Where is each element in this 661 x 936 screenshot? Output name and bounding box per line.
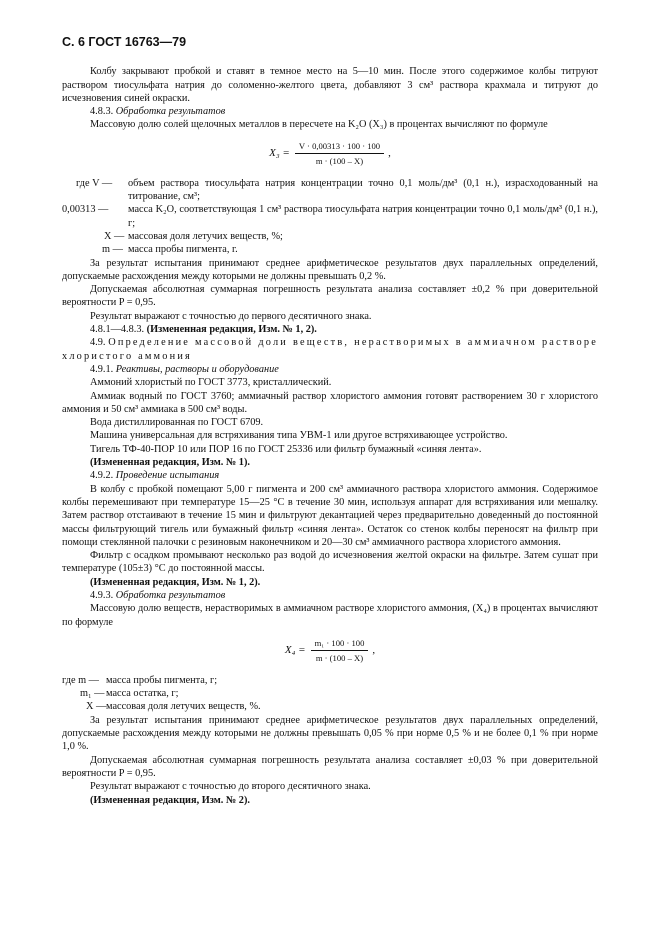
where-item [62,687,598,700]
where-list-1 [62,177,598,257]
section-number: 4.8.3. [90,106,114,118]
reagent-item: Вода дистиллированная по ГОСТ 6709. [90,417,264,429]
reagent-item: Тигель ТФ-40-ПОР 10 или ПОР 16 по ГОСТ 25336 или фильтр бумажный «синяя лента». [90,443,482,455]
section-number: 4.9.1. [90,363,114,375]
where-item [62,203,598,230]
where-item [62,243,598,256]
formula-lhs: X₃ = [269,147,290,160]
where-desc: масса K₂O, соответствующая 1 см³ раствора тиосульфата натрия концентрации точно 0,1 моль/дм³ (0,1 н.), г; [128,204,598,229]
section-title: Определение массовой доли веществ, нерастворимых в аммиачном растворе хлористого аммония [62,337,598,362]
section-4-9-heading [62,336,598,363]
where-term: где m — [62,674,99,686]
where-desc: масса пробы пигмента, г; [106,674,218,686]
paragraph-error: Допускаемая абсолютная суммарная погрешность результата анализа составляет ±0,2 % при доверительной вероятности P = 0,95. [62,284,598,309]
section-title: Проведение испытания [115,470,220,482]
formula-fraction [311,637,369,664]
where-desc: массовая доля летучих веществ, %; [128,230,283,242]
paragraph-average: За результат испытания принимают среднее арифметическое результатов двух параллельных определений, допускаемые расхождения между которыми не должны превышать 0,05 % при норме 0,5 % и не более 0,1 % при норме 1,0 %. [62,714,598,753]
page-header: С. 6 ГОСТ 16763—79 [62,35,187,49]
formula-denominator: m · (100 – X) [315,156,364,167]
where-desc: масса пробы пигмента, г. [128,244,238,256]
where-item [62,177,598,204]
section-4-9-3-heading [62,589,598,602]
where-term: m₁ — [80,688,105,700]
paragraph-titration: Колбу закрывают пробкой и ставят в темное место на 5—10 мин. После этого содержимое колбы титруют раствором тиосульфата натрия до соломенно-желтого цвета, добавляют 3 см³ раствора крахмала и титруют до исчезновения синей окраски. [62,66,598,104]
where-term: X — [86,701,107,713]
paragraph-average: За результат испытания принимают среднее арифметическое результатов двух параллельных определений, допускаемые расхождения между которыми не должны превышать 0,2 %. [62,257,598,282]
reagent-item: Аммоний хлористый по ГОСТ 3773, кристаллический. [90,377,332,389]
formula-numerator: m₁ · 100 · 100 [311,637,369,651]
where-desc: массовая доля летучих веществ, %. [106,701,261,713]
where-desc: масса остатка, г; [106,688,179,700]
procedure-text: Фильтр с осадком промывают несколько раз водой до исчезновения желтой окраски на фильтре. Затем сушат при температуре (105±3) °С до постоянной массы. [62,550,598,575]
section-4-9-1-heading [62,363,598,376]
revision-text: (Измененная редакция, Изм. № 1, 2). [146,324,317,336]
where-desc: объем раствора тиосульфата натрия концентрации точно 0,1 моль/дм³ (0,1 н.), израсходованный на титрование, см³; [128,177,598,203]
section-number: 4.9.3. [90,589,114,601]
procedure-text: В колбу с пробкой помещают 5,00 г пигмента и 200 см³ аммиачного раствора хлористого аммония. Содержимое колбы перемешивают при температуре 15—25 °С в течение 30 мин, используя аппарат для встряхивания или мешалку. Затем раствор отстаивают в течение 15 мин и фильтруют декантацией через предварительно доведенный до постоянной массы фильтрующий тигель или бумажный фильтр «синяя лента». Остаток со стенок колбы переносят на фильтр при помощи стеклянной палочки с резиновым наконечником и 20—30 см³ аммиачного раствора хлористого аммония. [62,483,598,548]
section-4-8-3-heading [62,105,598,118]
section-4-9-2-heading [62,469,598,482]
paragraph-error: Допускаемая абсолютная суммарная погрешность результата анализа составляет ±0,03 % при доверительной вероятности P = 0,95. [62,754,598,779]
revision-note [62,323,598,336]
formula-denominator: m · (100 – X) [315,653,364,664]
paragraph-precision: Результат выражают с точностью до первого десятичного знака. [90,310,372,322]
formula-intro-2: Массовую долю веществ, нерастворимых в аммиачном растворе хлористого аммония, (X₄) в процентах вычисляют по формуле [62,603,598,628]
where-term: X — [104,230,125,242]
revision-note: (Измененная редакция, Изм. № 1). [90,457,250,469]
where-term: 0,00313 — [62,204,109,216]
where-item [62,674,598,687]
document-page [62,36,598,807]
section-number: 4.9.2. [90,470,114,482]
section-range: 4.8.1—4.8.3. [90,324,145,336]
reagent-item: Аммиак водный по ГОСТ 3760; аммиачный раствор хлористого аммония готовят растворением 30 г хлористого аммония и 50 см³ аммиака в 500 см³ воды. [62,390,598,415]
formula-fraction [295,140,384,167]
paragraph-precision: Результат выражают с точностью до второго десятичного знака. [90,781,371,793]
section-title: Обработка результатов [115,589,226,601]
where-item [62,230,598,243]
revision-note: (Измененная редакция, Изм. № 1, 2). [90,576,261,588]
section-number: 4.9. [90,337,106,349]
formula-x4 [62,632,598,670]
where-term: m — [102,244,123,256]
formula-tail: , [372,644,376,657]
revision-note: (Измененная редакция, Изм. № 2). [90,794,250,806]
where-term: где V — [76,177,113,189]
formula-numerator: V · 0,00313 · 100 · 100 [295,140,384,154]
formula-lhs: X₄ = [284,644,306,657]
reagent-item: Машина универсальная для встряхивания типа УВМ-1 или другое встряхивающее устройство. [90,430,508,442]
where-list-2 [62,674,598,714]
where-item [62,700,598,713]
section-title: Обработка результатов [115,106,226,118]
formula-tail: , [388,147,391,160]
formula-x3 [62,135,598,173]
section-title: Реактивы, растворы и оборудование [115,363,279,375]
formula-intro-1: Массовую долю солей щелочных металлов в пересчете на K₂O (X₃) в процентах вычисляют по формуле [90,119,548,131]
